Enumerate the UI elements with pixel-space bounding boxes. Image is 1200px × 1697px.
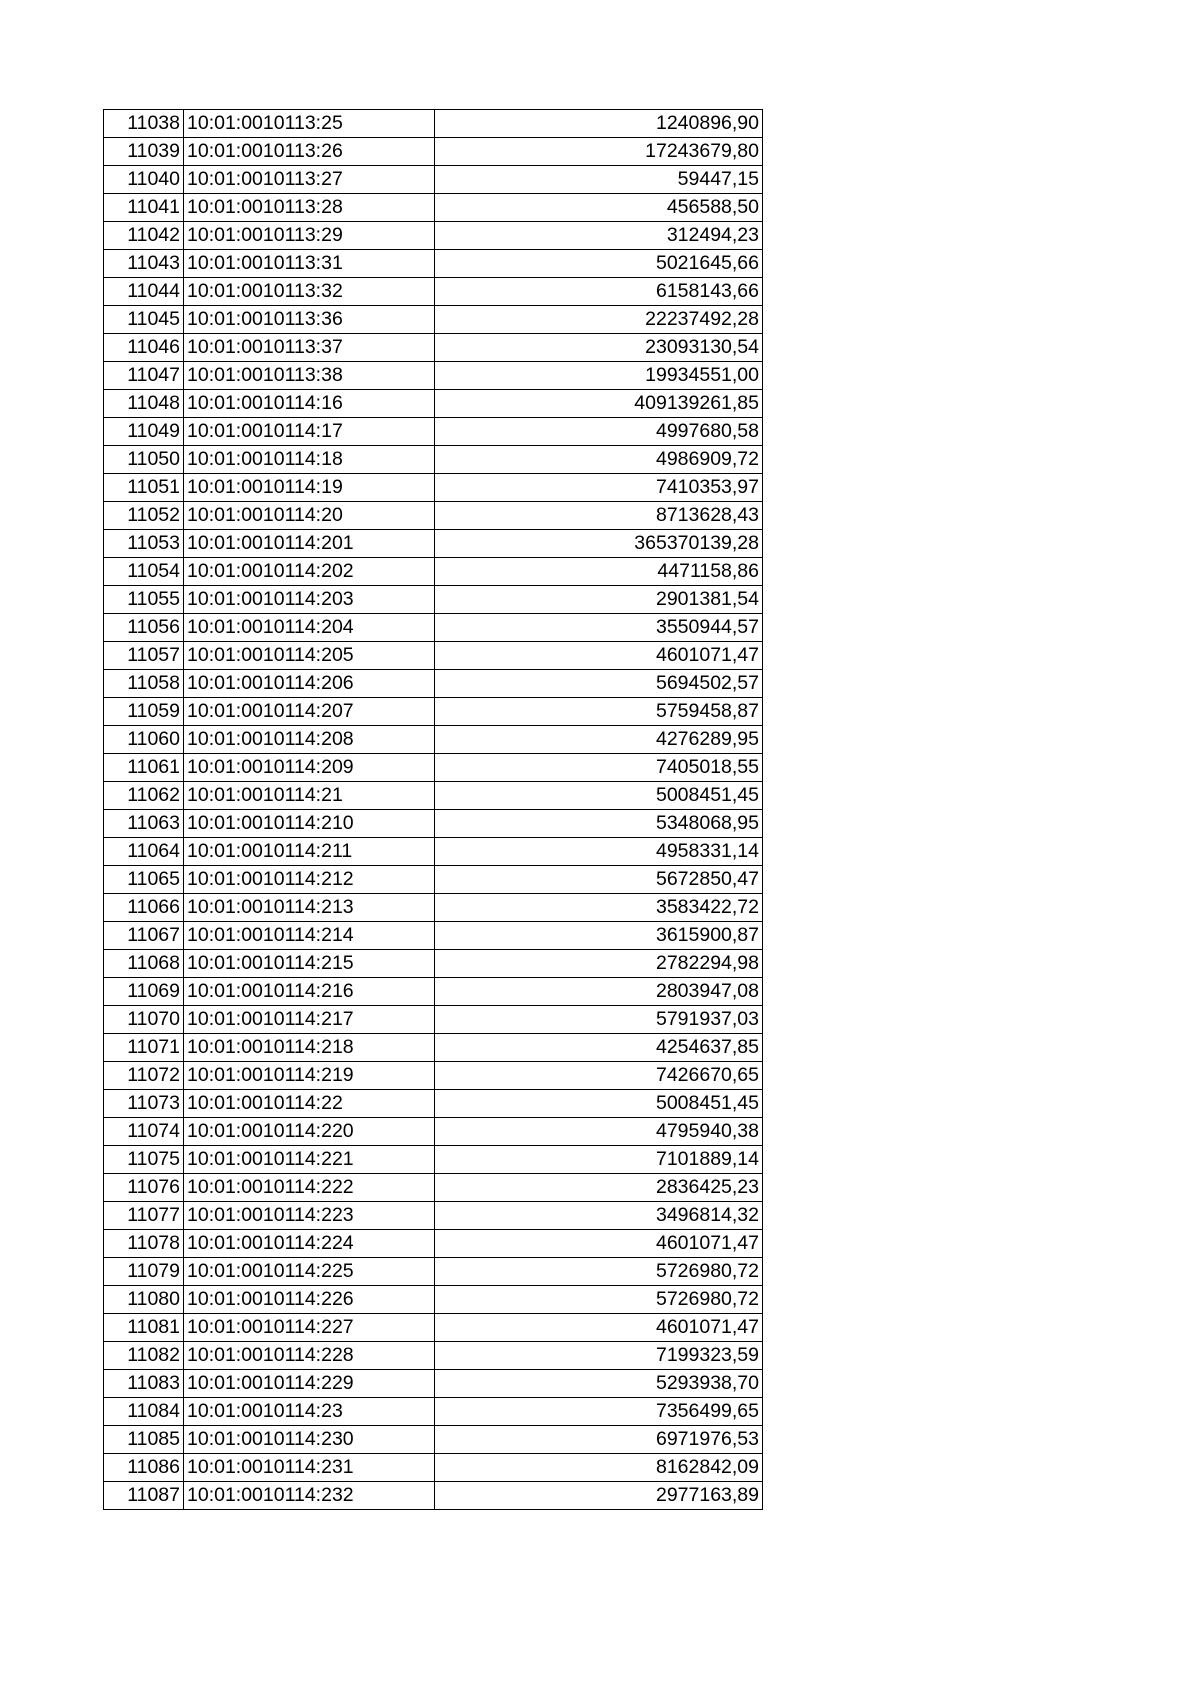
cadastral-number-cell: 10:01:0010114:222 (184, 1174, 435, 1202)
table-row (104, 474, 763, 502)
table-row (104, 978, 763, 1006)
cadastral-number-cell: 10:01:0010114:213 (184, 894, 435, 922)
row-number-cell: 11054 (104, 558, 184, 586)
table-row (104, 642, 763, 670)
value-cell: 6158143,66 (435, 278, 763, 306)
value-cell: 5759458,87 (435, 698, 763, 726)
cadastral-number-cell: 10:01:0010114:16 (184, 390, 435, 418)
row-number-cell: 11082 (104, 1342, 184, 1370)
row-number-cell: 11070 (104, 1006, 184, 1034)
cadastral-number-cell: 10:01:0010114:227 (184, 1314, 435, 1342)
cadastral-number-cell: 10:01:0010114:225 (184, 1258, 435, 1286)
cadastral-number-cell: 10:01:0010114:218 (184, 1034, 435, 1062)
table-row (104, 726, 763, 754)
row-number-cell: 11052 (104, 502, 184, 530)
table-row (104, 922, 763, 950)
cadastral-number-cell: 10:01:0010114:205 (184, 642, 435, 670)
row-number-cell: 11079 (104, 1258, 184, 1286)
cadastral-number-cell: 10:01:0010114:216 (184, 978, 435, 1006)
cadastral-number-cell: 10:01:0010114:20 (184, 502, 435, 530)
table-row (104, 1258, 763, 1286)
row-number-cell: 11086 (104, 1454, 184, 1482)
value-cell: 2977163,89 (435, 1482, 763, 1510)
table-row (104, 530, 763, 558)
cadastral-number-cell: 10:01:0010114:215 (184, 950, 435, 978)
value-cell: 5791937,03 (435, 1006, 763, 1034)
row-number-cell: 11073 (104, 1090, 184, 1118)
table-row (104, 1482, 763, 1510)
row-number-cell: 11058 (104, 670, 184, 698)
table-row (104, 1006, 763, 1034)
cadastral-number-cell: 10:01:0010114:207 (184, 698, 435, 726)
value-cell: 3496814,32 (435, 1202, 763, 1230)
cadastral-number-cell: 10:01:0010114:22 (184, 1090, 435, 1118)
table-row (104, 138, 763, 166)
table-row (104, 754, 763, 782)
value-cell: 4601071,47 (435, 1230, 763, 1258)
row-number-cell: 11051 (104, 474, 184, 502)
table-row (104, 1174, 763, 1202)
value-cell: 2782294,98 (435, 950, 763, 978)
table-row (104, 1230, 763, 1258)
value-cell: 4958331,14 (435, 838, 763, 866)
cadastral-number-cell: 10:01:0010113:28 (184, 194, 435, 222)
value-cell: 1240896,90 (435, 110, 763, 138)
value-cell: 7410353,97 (435, 474, 763, 502)
value-cell: 23093130,54 (435, 334, 763, 362)
cadastral-number-cell: 10:01:0010114:18 (184, 446, 435, 474)
value-cell: 409139261,85 (435, 390, 763, 418)
value-cell: 2836425,23 (435, 1174, 763, 1202)
value-cell: 3615900,87 (435, 922, 763, 950)
value-cell: 2803947,08 (435, 978, 763, 1006)
row-number-cell: 11069 (104, 978, 184, 1006)
row-number-cell: 11059 (104, 698, 184, 726)
table-row (104, 838, 763, 866)
value-cell: 3550944,57 (435, 614, 763, 642)
table-row (104, 194, 763, 222)
row-number-cell: 11040 (104, 166, 184, 194)
value-cell: 2901381,54 (435, 586, 763, 614)
table-row (104, 1202, 763, 1230)
value-cell: 22237492,28 (435, 306, 763, 334)
cadastral-number-cell: 10:01:0010114:230 (184, 1426, 435, 1454)
table-row (104, 1454, 763, 1482)
cadastral-number-cell: 10:01:0010114:209 (184, 754, 435, 782)
row-number-cell: 11061 (104, 754, 184, 782)
cadastral-number-cell: 10:01:0010113:37 (184, 334, 435, 362)
cadastral-number-cell: 10:01:0010114:217 (184, 1006, 435, 1034)
value-cell: 5672850,47 (435, 866, 763, 894)
row-number-cell: 11074 (104, 1118, 184, 1146)
document-sheet (103, 109, 763, 1510)
cadastral-number-cell: 10:01:0010114:211 (184, 838, 435, 866)
row-number-cell: 11050 (104, 446, 184, 474)
table-row (104, 586, 763, 614)
value-cell: 7101889,14 (435, 1146, 763, 1174)
cadastral-number-cell: 10:01:0010114:221 (184, 1146, 435, 1174)
cadastral-number-cell: 10:01:0010114:228 (184, 1342, 435, 1370)
row-number-cell: 11041 (104, 194, 184, 222)
cadastral-number-cell: 10:01:0010114:219 (184, 1062, 435, 1090)
value-cell: 4986909,72 (435, 446, 763, 474)
value-cell: 456588,50 (435, 194, 763, 222)
table-row (104, 810, 763, 838)
value-cell: 8162842,09 (435, 1454, 763, 1482)
value-cell: 5348068,95 (435, 810, 763, 838)
value-cell: 4471158,86 (435, 558, 763, 586)
cadastral-number-cell: 10:01:0010114:214 (184, 922, 435, 950)
table-row (104, 1090, 763, 1118)
table-body (104, 110, 763, 1510)
table-row (104, 1062, 763, 1090)
row-number-cell: 11062 (104, 782, 184, 810)
value-cell: 4276289,95 (435, 726, 763, 754)
row-number-cell: 11038 (104, 110, 184, 138)
cadastral-number-cell: 10:01:0010114:232 (184, 1482, 435, 1510)
value-cell: 17243679,80 (435, 138, 763, 166)
row-number-cell: 11072 (104, 1062, 184, 1090)
row-number-cell: 11078 (104, 1230, 184, 1258)
row-number-cell: 11083 (104, 1370, 184, 1398)
row-number-cell: 11055 (104, 586, 184, 614)
cadastral-number-cell: 10:01:0010113:27 (184, 166, 435, 194)
row-number-cell: 11084 (104, 1398, 184, 1426)
value-cell: 4601071,47 (435, 642, 763, 670)
row-number-cell: 11053 (104, 530, 184, 558)
row-number-cell: 11081 (104, 1314, 184, 1342)
value-cell: 365370139,28 (435, 530, 763, 558)
row-number-cell: 11064 (104, 838, 184, 866)
cadastral-number-cell: 10:01:0010114:203 (184, 586, 435, 614)
table-row (104, 1146, 763, 1174)
table-row (104, 1286, 763, 1314)
table-row (104, 614, 763, 642)
table-row (104, 390, 763, 418)
value-cell: 6971976,53 (435, 1426, 763, 1454)
table-row (104, 278, 763, 306)
value-cell: 19934551,00 (435, 362, 763, 390)
cadastral-number-cell: 10:01:0010113:29 (184, 222, 435, 250)
row-number-cell: 11043 (104, 250, 184, 278)
value-cell: 5008451,45 (435, 782, 763, 810)
value-cell: 5726980,72 (435, 1286, 763, 1314)
table-row (104, 1398, 763, 1426)
row-number-cell: 11075 (104, 1146, 184, 1174)
value-cell: 3583422,72 (435, 894, 763, 922)
row-number-cell: 11063 (104, 810, 184, 838)
row-number-cell: 11087 (104, 1482, 184, 1510)
row-number-cell: 11049 (104, 418, 184, 446)
cadastral-number-cell: 10:01:0010113:31 (184, 250, 435, 278)
value-cell: 5008451,45 (435, 1090, 763, 1118)
value-cell: 7356499,65 (435, 1398, 763, 1426)
value-cell: 4795940,38 (435, 1118, 763, 1146)
row-number-cell: 11065 (104, 866, 184, 894)
row-number-cell: 11047 (104, 362, 184, 390)
row-number-cell: 11067 (104, 922, 184, 950)
table-row (104, 418, 763, 446)
table-row (104, 166, 763, 194)
cadastral-number-cell: 10:01:0010113:26 (184, 138, 435, 166)
cadastral-number-cell: 10:01:0010114:23 (184, 1398, 435, 1426)
row-number-cell: 11066 (104, 894, 184, 922)
cadastral-number-cell: 10:01:0010114:202 (184, 558, 435, 586)
cadastral-number-cell: 10:01:0010114:220 (184, 1118, 435, 1146)
value-cell: 5021645,66 (435, 250, 763, 278)
cadastral-number-cell: 10:01:0010113:36 (184, 306, 435, 334)
value-cell: 59447,15 (435, 166, 763, 194)
table-row (104, 698, 763, 726)
table-row (104, 558, 763, 586)
table-row (104, 894, 763, 922)
table-row (104, 1426, 763, 1454)
row-number-cell: 11042 (104, 222, 184, 250)
cadastral-number-cell: 10:01:0010114:201 (184, 530, 435, 558)
table-row (104, 110, 763, 138)
table-row (104, 306, 763, 334)
row-number-cell: 11080 (104, 1286, 184, 1314)
cadastral-number-cell: 10:01:0010114:223 (184, 1202, 435, 1230)
cadastral-number-cell: 10:01:0010114:210 (184, 810, 435, 838)
table-row (104, 950, 763, 978)
cadastral-number-cell: 10:01:0010114:19 (184, 474, 435, 502)
cadastral-number-cell: 10:01:0010114:204 (184, 614, 435, 642)
row-number-cell: 11039 (104, 138, 184, 166)
row-number-cell: 11076 (104, 1174, 184, 1202)
cadastral-number-cell: 10:01:0010114:17 (184, 418, 435, 446)
cadastral-number-cell: 10:01:0010114:224 (184, 1230, 435, 1258)
row-number-cell: 11085 (104, 1426, 184, 1454)
cadastral-number-cell: 10:01:0010114:226 (184, 1286, 435, 1314)
value-cell: 4997680,58 (435, 418, 763, 446)
row-number-cell: 11045 (104, 306, 184, 334)
table-row (104, 782, 763, 810)
row-number-cell: 11068 (104, 950, 184, 978)
row-number-cell: 11060 (104, 726, 184, 754)
table-row (104, 1034, 763, 1062)
table-row (104, 1314, 763, 1342)
table-row (104, 502, 763, 530)
value-cell: 7426670,65 (435, 1062, 763, 1090)
cadastral-number-cell: 10:01:0010114:229 (184, 1370, 435, 1398)
cadastral-number-cell: 10:01:0010113:32 (184, 278, 435, 306)
value-cell: 5293938,70 (435, 1370, 763, 1398)
data-table (103, 109, 763, 1510)
table-row (104, 866, 763, 894)
value-cell: 4254637,85 (435, 1034, 763, 1062)
row-number-cell: 11071 (104, 1034, 184, 1062)
table-row (104, 1370, 763, 1398)
table-row (104, 446, 763, 474)
table-row (104, 1342, 763, 1370)
cadastral-number-cell: 10:01:0010114:208 (184, 726, 435, 754)
value-cell: 312494,23 (435, 222, 763, 250)
row-number-cell: 11048 (104, 390, 184, 418)
value-cell: 4601071,47 (435, 1314, 763, 1342)
row-number-cell: 11044 (104, 278, 184, 306)
table-row (104, 670, 763, 698)
value-cell: 5694502,57 (435, 670, 763, 698)
value-cell: 7405018,55 (435, 754, 763, 782)
cadastral-number-cell: 10:01:0010114:206 (184, 670, 435, 698)
value-cell: 8713628,43 (435, 502, 763, 530)
table-row (104, 362, 763, 390)
value-cell: 7199323,59 (435, 1342, 763, 1370)
row-number-cell: 11046 (104, 334, 184, 362)
row-number-cell: 11057 (104, 642, 184, 670)
cadastral-number-cell: 10:01:0010114:212 (184, 866, 435, 894)
cadastral-number-cell: 10:01:0010114:231 (184, 1454, 435, 1482)
row-number-cell: 11056 (104, 614, 184, 642)
cadastral-number-cell: 10:01:0010114:21 (184, 782, 435, 810)
table-row (104, 334, 763, 362)
value-cell: 5726980,72 (435, 1258, 763, 1286)
row-number-cell: 11077 (104, 1202, 184, 1230)
cadastral-number-cell: 10:01:0010113:25 (184, 110, 435, 138)
table-row (104, 222, 763, 250)
cadastral-number-cell: 10:01:0010113:38 (184, 362, 435, 390)
table-row (104, 250, 763, 278)
table-row (104, 1118, 763, 1146)
